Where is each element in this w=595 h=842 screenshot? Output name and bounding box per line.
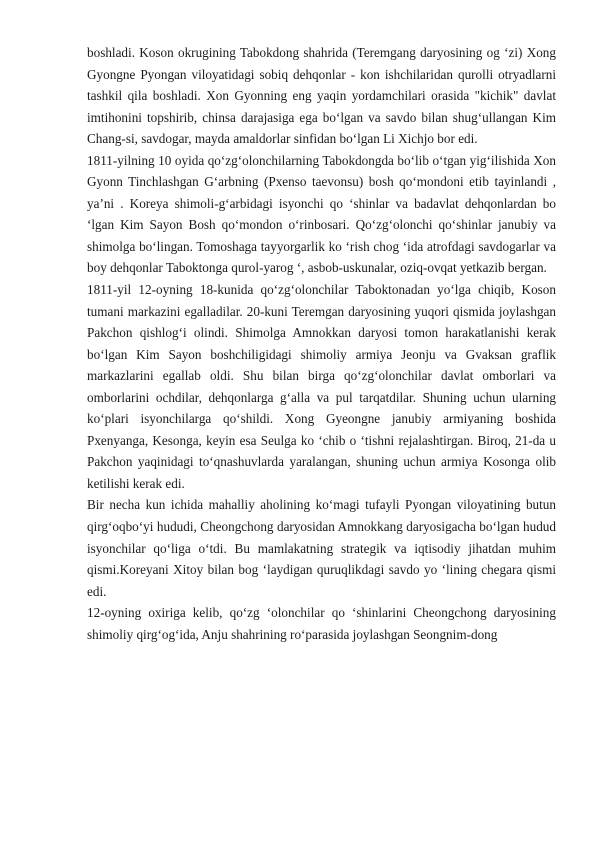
paragraph-5: 12-oyning oxiriga kelib, qo‘zg ‘olonchilar qo ‘shinlarini Cheongchong daryosining shimoliy qirg‘og‘ida, Anju shahrining ro‘parasida joylashgan Seongnim-dong [87,605,556,642]
paragraph-2: 1811-yilning 10 oyida qo‘zg‘olonchilarning Tabokdongda bo‘lib o‘tgan yig‘ilishida Xon Gyonn Tinchlashgan G‘arbning (Pxenso taevonsu) bosh qo‘mondoni etib tayinlandi , ya’ni . Koreya shimoli-g‘arbidagi isyonchi qo ‘shinlar va badavlat dehqonlardan bo ‘lgan Kim Sayon Bosh qo‘mondon o‘rinbosari. Qo‘zg‘olonchi qo‘shinlar janubiy va shimolga bo‘lingan. Tomoshaga tayyorgarlik ko ‘rish chog ‘ida atrofdagi savdogarlar va boy dehqonlar Taboktonga qurol-yarog ‘, asbob-uskunalar, oziq-ovqat yetkazib bergan. [87,152,556,276]
paragraph-1: boshladi. Koson okrugining Tabokdong shahrida (Teremgang daryosining og ‘zi) Xong Gyongne Pyongan viloyatidagi sobiq dehqonlar - kon ishchilaridan qurolli otryadlarni tashkil qila boshladi. Xon Gyonning eng yaqin yordamchilari orasida "kichik" davlat imtihonini topshirib, chinsa darajasiga ega bo‘lgan va savdo bilan shug‘ullangan Kim Chang-si, savdogar, mayda amaldorlar sinfidan bo‘lgan Li Xichjo bor edi. [87,45,556,147]
paragraph-3: 1811-yil 12-oyning 18-kunida qo‘zg‘olonchilar Taboktonadan yo‘lga chiqib, Koson tumani markazini egalladilar. 20-kuni Teremgan daryosining yuqori qismida joylashgan Pakchon qishlog‘i olindi. Shimolga Amnokkan daryosi tomon harakatlanishi kerak bo‘lgan Kim Sayon boshchiligidagi shimoliy armiya Jeonju va Gvaksan graflik markazlarini egallab oldi. Shu bilan birga qo‘zg‘olonchilar davlat omborlari va omborlarini ochdilar, dehqonlarga g‘alla va pul tarqatdilar. Shuning uchun ularning ko‘plari isyonchilarga qo‘shildi. Xong Gyeongne janubiy armiyaning boshida Pxenyanga, Kesonga, keyin esa Seulga ko ‘chib o ‘tishni rejalashtirgan. Biroq, 21-da u Pakchon yaqinidagi to‘qnashuvlarda yaralangan, shuning uchun armiya Kosonga olib ketilishi kerak edi. [87,282,556,491]
document-page [87,42,556,645]
paragraph-4: Bir necha kun ichida mahalliy aholining ko‘magi tufayli Pyongan viloyatining butun qirg‘oqbo‘yi hududi, Cheongchong daryosidan Amnokkang daryosigacha bo‘lgan hudud isyonchilar qo‘liga o‘tdi. Bu mamlakatning strategik va iqtisodiy jihatdan muhim qismi.Koreyani Xitoy bilan bog ‘laydigan quruqlikdagi savdo yo ‘lining chegara qismi edi. [87,497,556,599]
